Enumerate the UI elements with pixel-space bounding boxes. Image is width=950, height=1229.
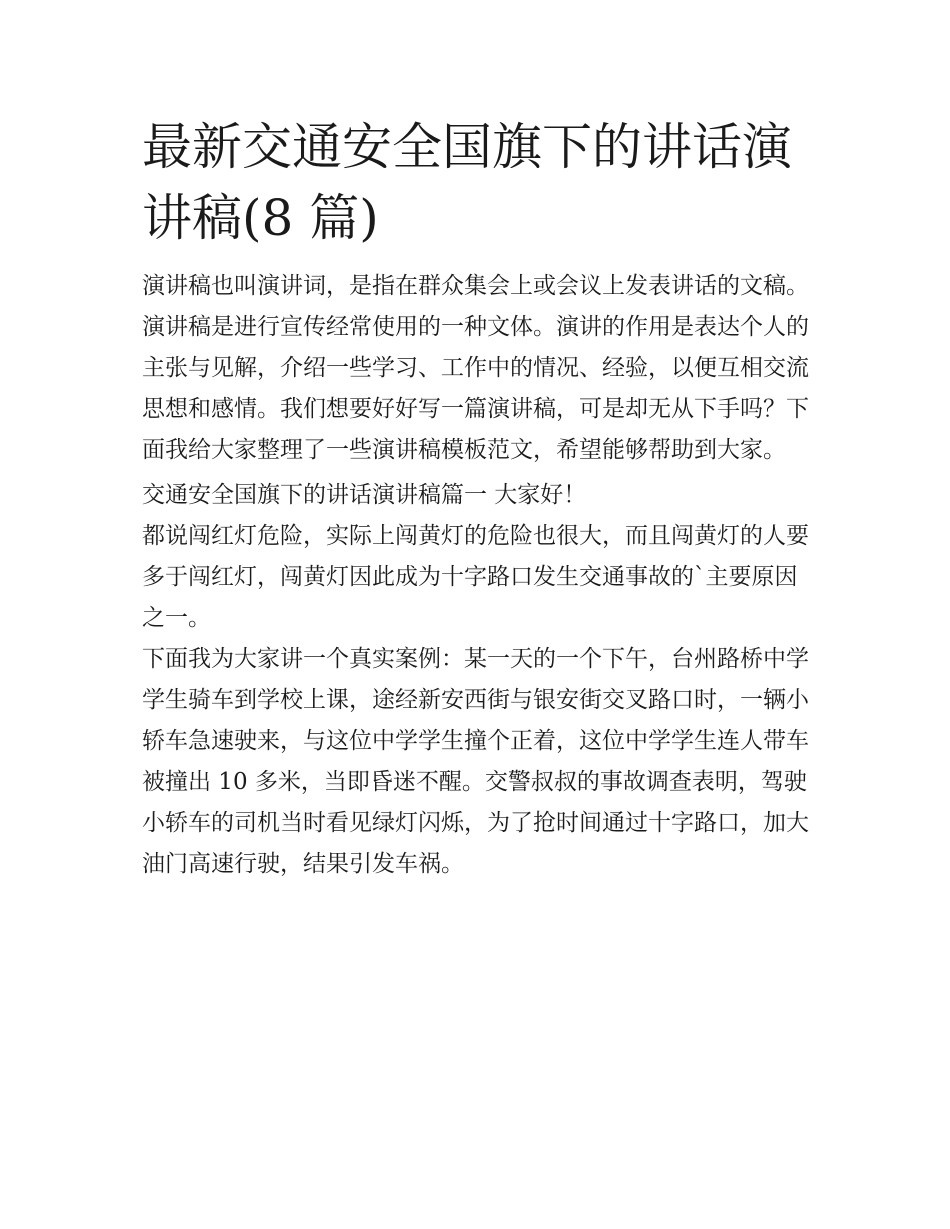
intro-paragraph: 演讲稿也叫演讲词，是指在群众集会上或会议上发表讲话的文稿。演讲稿是进行宣传经常使用的一种文体。演讲的作用是表达个人的主张与见解，介绍一些学习、工作中的情况、经验，以便互相交流思想和感情。我们想要好好写一篇演讲稿，可是却无从下手吗？下面我给大家整理了一些演讲稿模板范文，希望能够帮助到大家。 <box>142 273 809 463</box>
document-page <box>142 112 814 885</box>
body-paragraph-1: 交通安全国旗下的讲话演讲稿篇一 大家好！ <box>142 482 587 508</box>
body-paragraph-3: 下面我为大家讲一个真实案例：某一天的一个下午，台州路桥中学学生骑车到学校上课，途经新安西街与银安街交叉路口时，一辆小轿车急速驶来，与这位中学学生撞个正着，这位中学学生连人带车被撞出 10 多米，当即昏迷不醒。交警叔叔的事故调查表明，驾驶小轿车的司机当时看见绿灯闪烁，为了抢时间通过十字路口，加大油门高速行驶，结果引发车祸。 <box>142 646 809 877</box>
body-paragraph-2: 都说闯红灯危险，实际上闯黄灯的危险也很大，而且闯黄灯的人要多于闯红灯，闯黄灯因此成为十字路口发生交通事故的`主要原因之一。 <box>142 523 809 631</box>
document-title: 最新交通安全国旗下的讲话演讲稿(8 篇) <box>142 118 792 247</box>
